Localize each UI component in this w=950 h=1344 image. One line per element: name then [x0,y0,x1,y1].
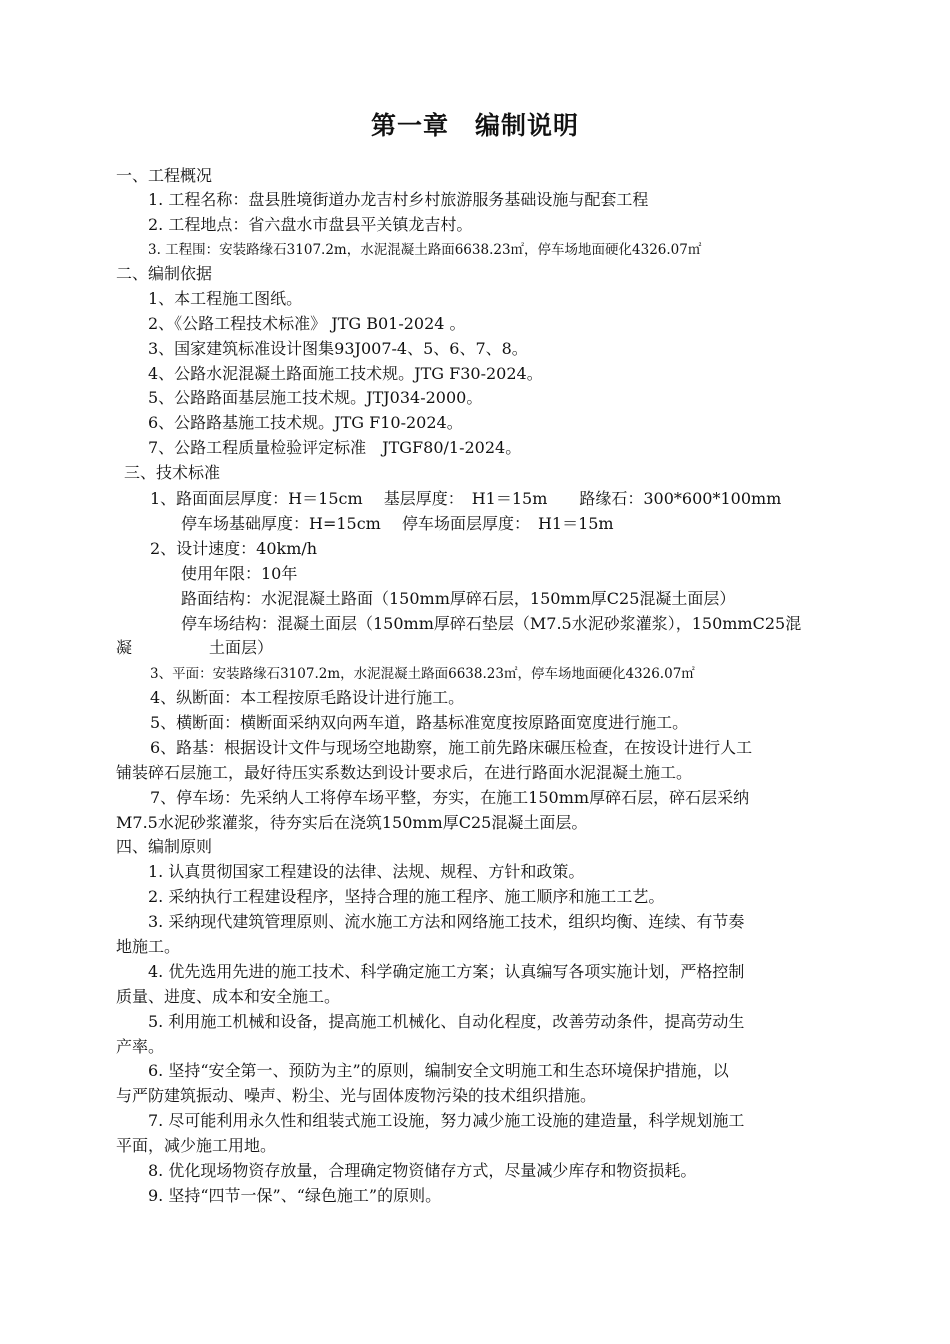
basis-item: 7、公路工程质量检验评定标准 JTGF80/1-2024。 [148,438,522,457]
standards-line: 土面层） [209,638,274,657]
principle-line: 2. 采纳执行工程建设程序，坚持合理的施工程序、施工顺序和施工工艺。 [148,887,665,906]
principle-line: 与严防建筑振动、噪声、粉尘、光与固体废物污染的技术组织措施。 [116,1086,597,1105]
standards-line: 停车场结构：混凝土面层（150mm厚碎石垫层（M7.5水泥砂浆灌浆），150mmC25混 [181,614,802,633]
standards-line: 铺装碎石层施工，最好待压实系数达到设计要求后，在进行路面水泥混凝土施工。 [116,763,693,782]
standards-line: 1、路面面层厚度：H＝15cm 基层厚度： H1＝15m 路缘石：300*600*100mm [150,489,782,508]
standards-line: 4、纵断面：本工程按原毛路设计进行施工。 [150,688,465,707]
principle-line: 产率。 [116,1037,165,1056]
chapter-title: 第一章 编制说明 [370,111,579,140]
overview-location: 2. 工程地点：省六盘水市盘县平关镇龙吉村。 [148,215,473,234]
section-heading-principles: 四、编制原则 [116,837,213,856]
principle-line: 7. 尽可能利用永久性和组装式施工设施，努力减少施工设施的建造量，科学规划施工 [148,1111,745,1130]
principle-line: 质量、进度、成本和安全施工。 [116,987,341,1006]
standards-line: 3、平面：安装路缘石3107.2m，水泥混凝土路面6638.23㎡，停车场地面硬化4326.07㎡ [150,666,695,682]
section-heading-overview: 一、工程概况 [116,166,213,185]
basis-item: 6、公路路基施工技术规。JTG F10-2024。 [148,413,463,432]
principle-line: 6. 坚持“安全第一、预防为主”的原则，编制安全文明施工和生态环境保护措施，以 [148,1061,729,1080]
basis-item: 3、国家建筑标准设计图集93J007-4、5、6、7、8。 [148,339,528,358]
principle-line: 地施工。 [116,937,181,956]
overview-scope: 3. 工程围：安装路缘石3107.2m，水泥混凝土路面6638.23㎡，停车场地面硬化4326.07㎡ [148,242,702,258]
principle-line: 9. 坚持“四节一保”、“绿色施工”的原则。 [148,1186,442,1205]
principle-line: 1. 认真贯彻国家工程建设的法律、法规、规程、方针和政策。 [148,862,585,881]
basis-item: 4、公路水泥混凝土路面施工技术规。JTG F30-2024。 [148,364,543,383]
standards-line: 路面结构：水泥混凝土路面（150mm厚碎石层，150mm厚C25混凝土面层） [181,589,736,608]
principle-line: 平面，减少施工用地。 [116,1136,277,1155]
standards-line: 凝 [116,638,133,657]
standards-line: 停车场基础厚度：H=15cm 停车场面层厚度： H1＝15m [181,514,614,533]
principle-line: 8. 优化现场物资存放量，合理确定物资储存方式，尽量减少库存和物资损耗。 [148,1161,697,1180]
standards-line: 6、路基：根据设计文件与现场空地勘察，施工前先路床碾压检查，在按设计进行人工 [150,738,753,757]
standards-line: 使用年限：10年 [181,564,298,583]
overview-name: 1. 工程名称：盘县胜境街道办龙吉村乡村旅游服务基础设施与配套工程 [148,190,649,209]
basis-item: 2、《公路工程技术标准》 JTG B01-2024 。 [148,314,466,333]
section-heading-standards: 三、技术标准 [124,463,221,482]
standards-line: M7.5水泥砂浆灌浆，待夯实后在浇筑150mm厚C25混凝土面层。 [116,813,588,832]
principle-line: 3. 采纳现代建筑管理原则、流水施工方法和网络施工技术，组织均衡、连续、有节奏 [148,912,745,931]
standards-line: 2、设计速度：40km/h [150,539,318,558]
principle-line: 4. 优先选用先进的施工技术、科学确定施工方案；认真编写各项实施计划，严格控制 [148,962,745,981]
basis-item: 5、公路路面基层施工技术规。JTJ034-2000。 [148,388,483,407]
principle-line: 5. 利用施工机械和设备，提高施工机械化、自动化程度，改善劳动条件，提高劳动生 [148,1012,745,1031]
standards-line: 7、停车场：先采纳人工将停车场平整，夯实，在施工150mm厚碎石层，碎石层采纳 [150,788,750,807]
standards-line: 5、横断面：横断面采纳双向两车道，路基标准宽度按原路面宽度进行施工。 [150,713,689,732]
section-heading-basis: 二、编制依据 [116,264,213,283]
basis-item: 1、本工程施工图纸。 [148,289,303,308]
